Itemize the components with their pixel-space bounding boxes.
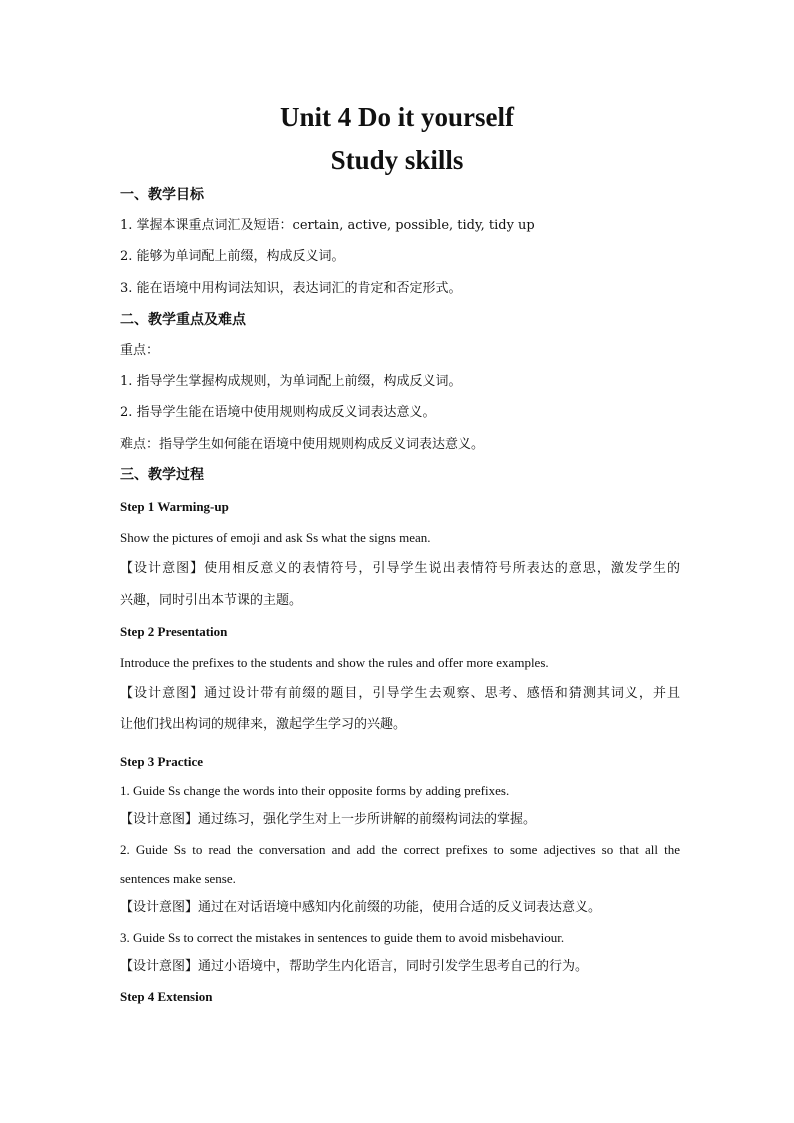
key-points-label: 重点： — [120, 343, 160, 358]
step3-item-2-line1: 2. Guide Ss to read the conversation and add the correct prefixes to some adjectives so that all the — [120, 842, 680, 857]
step3-item-1: 1. Guide Ss change the words into their opposite forms by adding prefixes. — [120, 783, 510, 798]
step3-item-3: 3. Guide Ss to correct the mistakes in sentences to guide them to avoid misbehaviour. — [120, 930, 565, 945]
objective-item-1: 1. 掌握本课重点词汇及短语：certain, active, possible, tidy, tidy up — [120, 218, 535, 233]
section-heading-objectives: 一、教学目标 — [120, 187, 204, 203]
step4-title: Step 4 Extension — [120, 989, 213, 1004]
step2-title: Step 2 Presentation — [120, 624, 228, 639]
step1-text: Show the pictures of emoji and ask Ss what the signs mean. — [120, 530, 431, 545]
objective-item-3: 3. 能在语境中用构词法知识，表达词汇的肯定和否定形式。 — [120, 281, 462, 296]
section-heading-process: 三、教学过程 — [120, 467, 204, 483]
step3-design-3: 【设计意图】通过小语境中，帮助学生内化语言，同时引发学生思考自己的行为。 — [120, 959, 589, 974]
step3-design-2: 【设计意图】通过在对话语境中感知内化前缀的功能，使用合适的反义词表达意义。 — [120, 900, 602, 915]
document-title: Unit 4 Do it yourself — [280, 102, 514, 132]
section-heading-key-points: 二、教学重点及难点 — [120, 312, 246, 328]
step3-item-2-line2: sentences make sense. — [120, 871, 236, 886]
step2-design-line2: 让他们找出构词的规律来，激起学生学习的兴趣。 — [120, 717, 407, 732]
step1-title: Step 1 Warming-up — [120, 499, 229, 514]
step3-design-1: 【设计意图】通过练习，强化学生对上一步所讲解的前缀构词法的掌握。 — [120, 812, 537, 827]
step3-title: Step 3 Practice — [120, 754, 204, 769]
key-point-item-1: 1. 指导学生掌握构成规则，为单词配上前缀，构成反义词。 — [120, 374, 462, 389]
step1-design-line1: 【设计意图】使用相反意义的表情符号，引导学生说出表情符号所表达的意思，激发学生的 — [120, 561, 680, 576]
document-subtitle: Study skills — [330, 145, 464, 175]
step1-design-line2: 兴趣，同时引出本节课的主题。 — [120, 593, 303, 608]
key-point-item-2: 2. 指导学生能在语境中使用规则构成反义词表达意义。 — [120, 405, 436, 420]
difficulty-text: 难点：指导学生如何能在语境中使用规则构成反义词表达意义。 — [120, 437, 485, 452]
objective-item-2: 2. 能够为单词配上前缀，构成反义词。 — [120, 249, 345, 264]
step2-design-line1: 【设计意图】通过设计带有前缀的题目，引导学生去观察、思考、感悟和猜测其词义，并且 — [120, 686, 680, 701]
step2-text: Introduce the prefixes to the students and show the rules and offer more examples. — [120, 655, 549, 670]
